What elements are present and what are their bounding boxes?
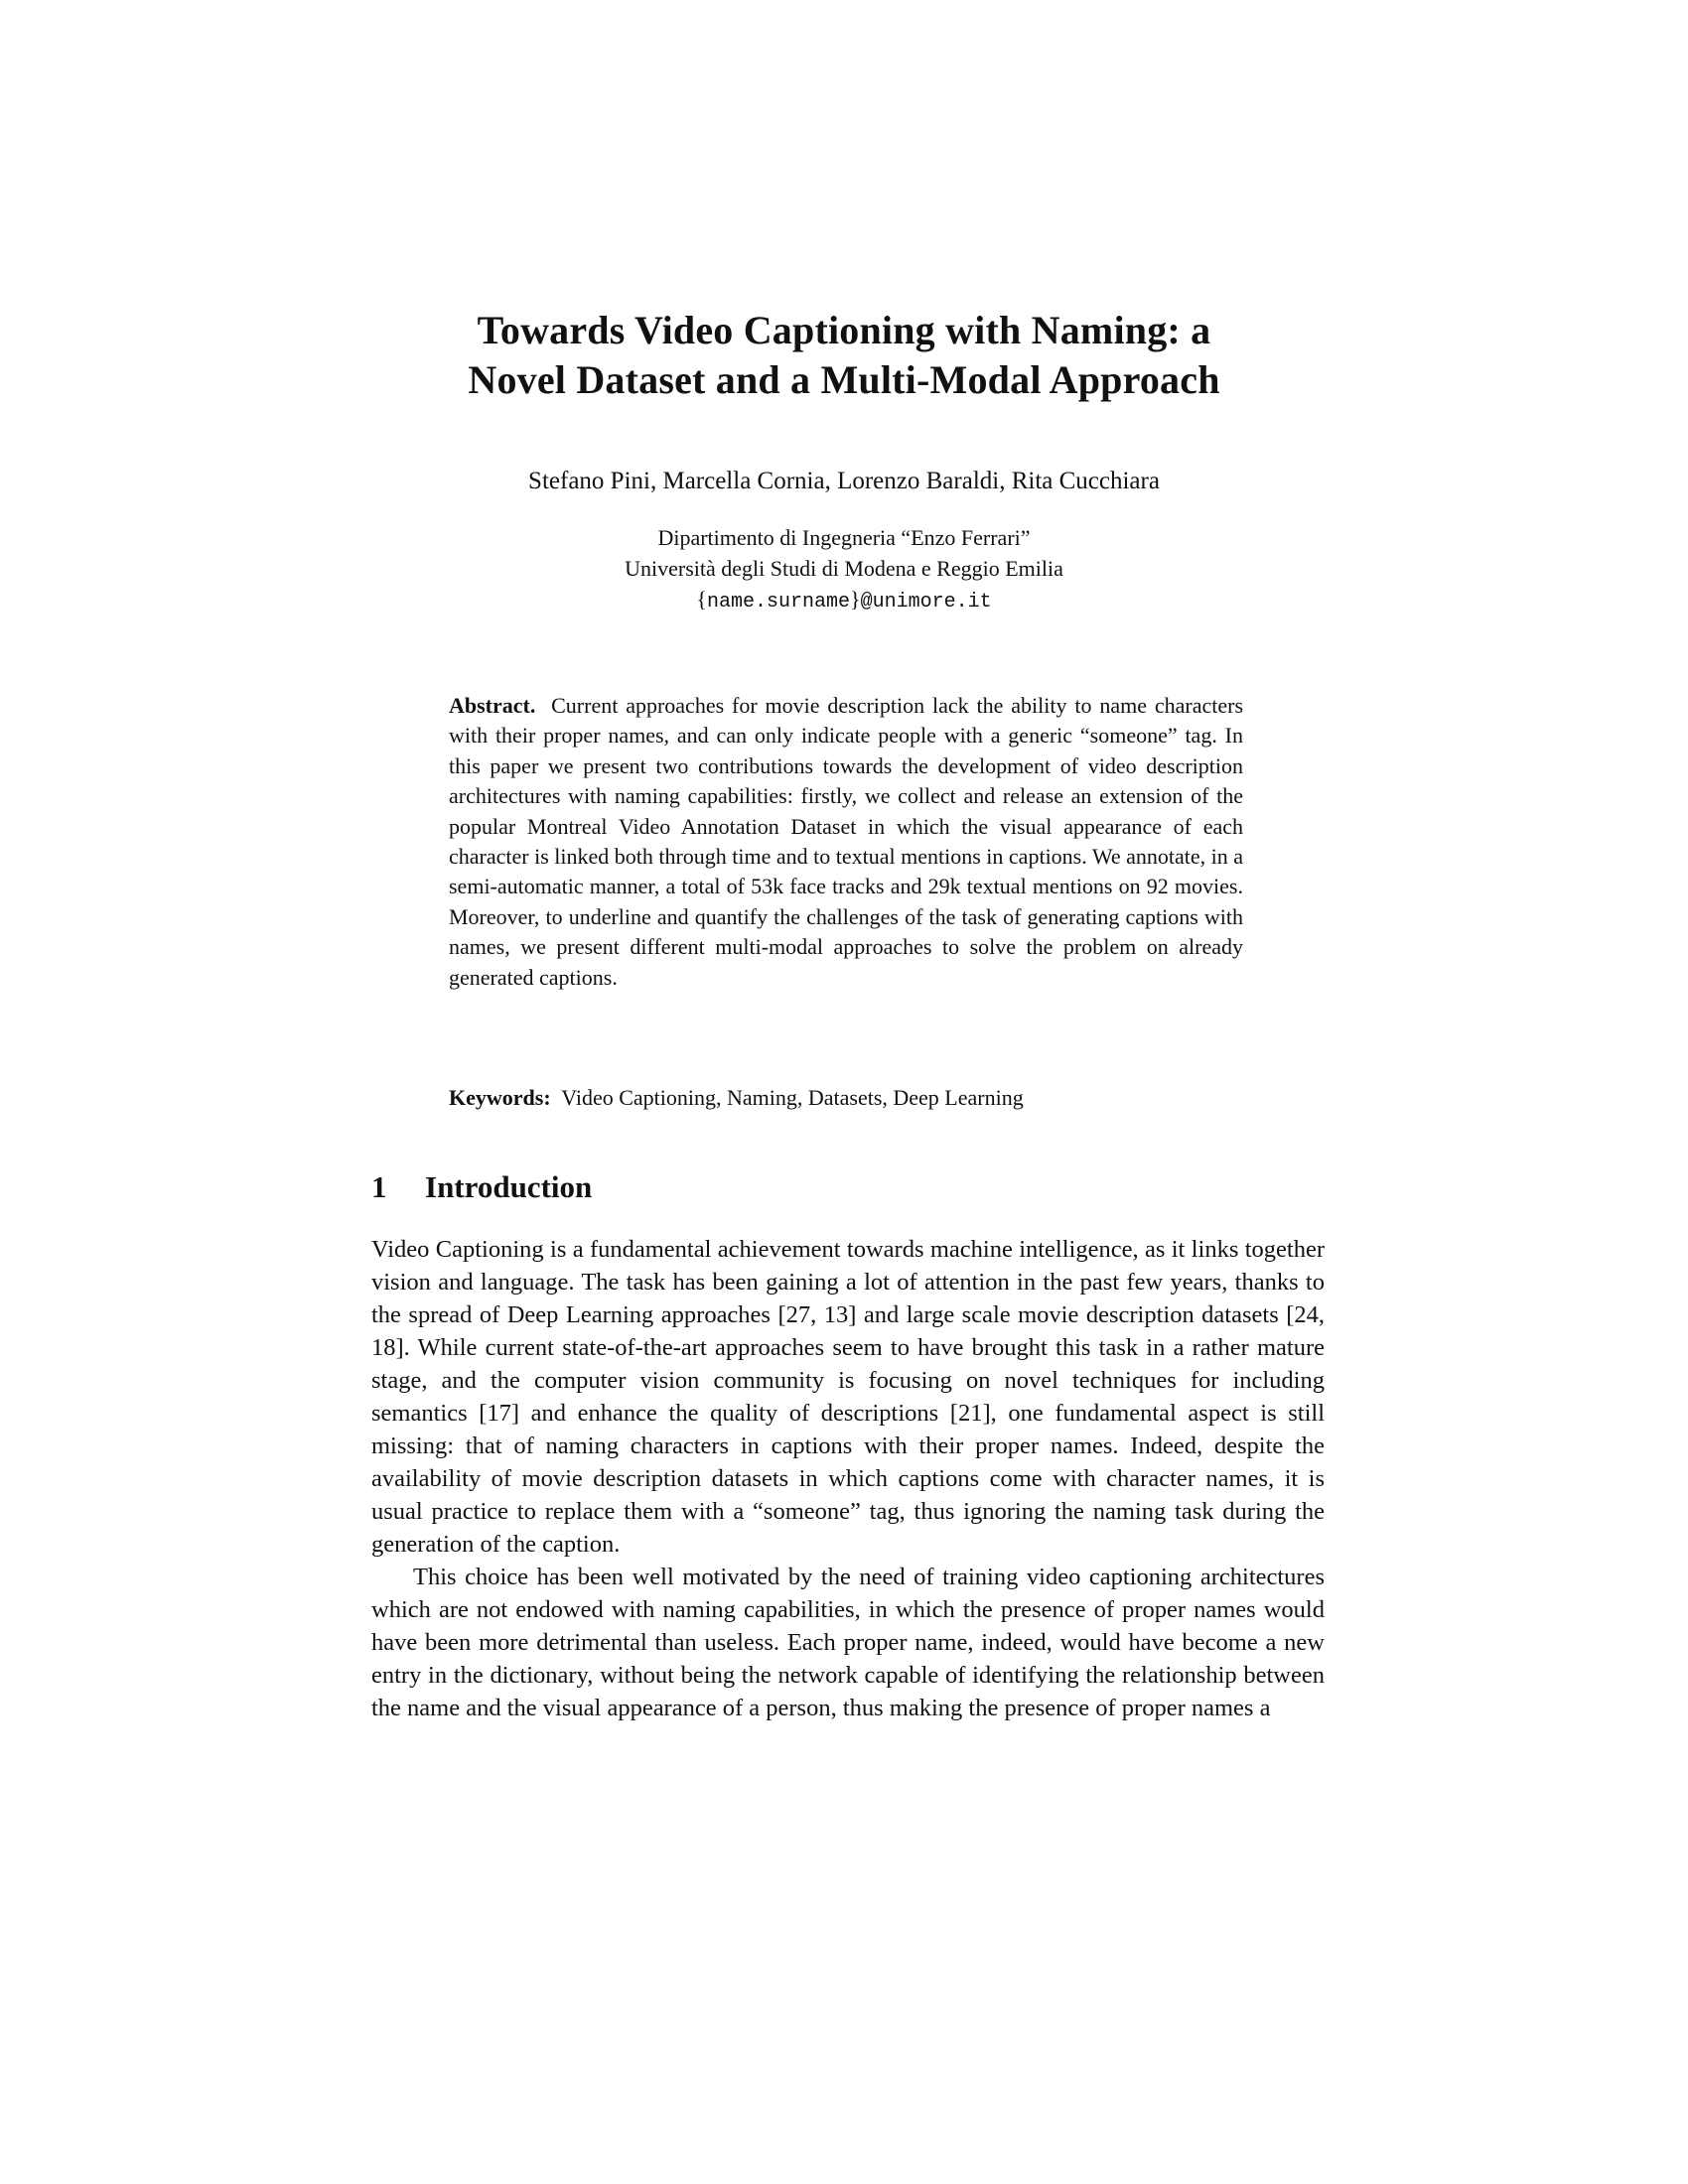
title-line-2: Novel Dataset and a Multi-Modal Approach <box>468 357 1220 402</box>
abstract <box>449 691 1243 993</box>
email-domain: @unimore.it <box>860 591 992 614</box>
abstract-text: Current approaches for movie description lack the ability to name characters with their proper names, and can only indicate people with a generic “someone” tag. In this paper we present two contributions towards the development of video description architectures with naming capabilities: firstly, we collect and release an extension of the popular Montreal Video Annotation Dataset in which the visual appearance of each character is linked both through time and to textual mentions in captions. We annotate, in a semi-automatic manner, a total of 53k face tracks and 29k textual mentions on 92 movies. Moreover, to underline and quantify the challenges of the task of generating captions with names, we present different multi-modal approaches to solve the problem on already generated captions. <box>449 693 1244 990</box>
paper-title <box>0 306 1688 405</box>
body-paragraph-1: Video Captioning is a fundamental achievement towards machine intelligence, as it links together vision and language. The task has been gaining a lot of attention in the past few years, thanks to the spread of Deep Learning approaches [27, 13] and large scale movie description datasets [24, 18]. While current state-of-the-art approaches seem to have brought this task in a rather mature stage, and the computer vision community is focusing on novel techniques for including semantics [17] and enhance the quality of descriptions [21], one fundamental aspect is still missing: that of naming characters in captions with their proper names. Indeed, despite the availability of movie description datasets in which captions come with character names, it is usual practice to replace them with a “someone” tag, thus ignoring the naming task during the generation of the caption. <box>371 1236 1325 1558</box>
title-line-1: Towards Video Captioning with Naming: a <box>477 308 1211 352</box>
abstract-label: Abstract. <box>449 693 536 718</box>
affiliation-department: Dipartimento di Ingegneria “Enzo Ferrari” <box>657 525 1031 550</box>
section-heading-introduction <box>371 1167 1325 1207</box>
email-brace-close: } <box>850 587 861 612</box>
author-email <box>0 584 1688 617</box>
affiliation-university: Università degli Studi di Modena e Reggio Emilia <box>625 556 1063 581</box>
email-user: name.surname <box>706 591 850 614</box>
keywords-label: Keywords: <box>449 1085 551 1110</box>
keywords-text: Video Captioning, Naming, Datasets, Deep Learning <box>561 1085 1024 1110</box>
section-title: Introduction <box>425 1169 593 1204</box>
introduction-body <box>371 1233 1325 1724</box>
body-paragraph-2: This choice has been well motivated by the need of training video captioning architectures which are not endowed with naming capabilities, in which the presence of proper names would have been more detrimental than useless. Each proper name, indeed, would have become a new entry in the dictionary, without being the network capable of identifying the relationship between the name and the visual appearance of a person, thus making the presence of proper names a <box>371 1564 1325 1721</box>
section-number: 1 <box>371 1169 387 1204</box>
affiliation <box>0 522 1688 617</box>
author-list: Stefano Pini, Marcella Cornia, Lorenzo Baraldi, Rita Cucchiara <box>528 468 1160 494</box>
email-brace-open: { <box>696 587 707 612</box>
keywords <box>449 1083 1243 1113</box>
